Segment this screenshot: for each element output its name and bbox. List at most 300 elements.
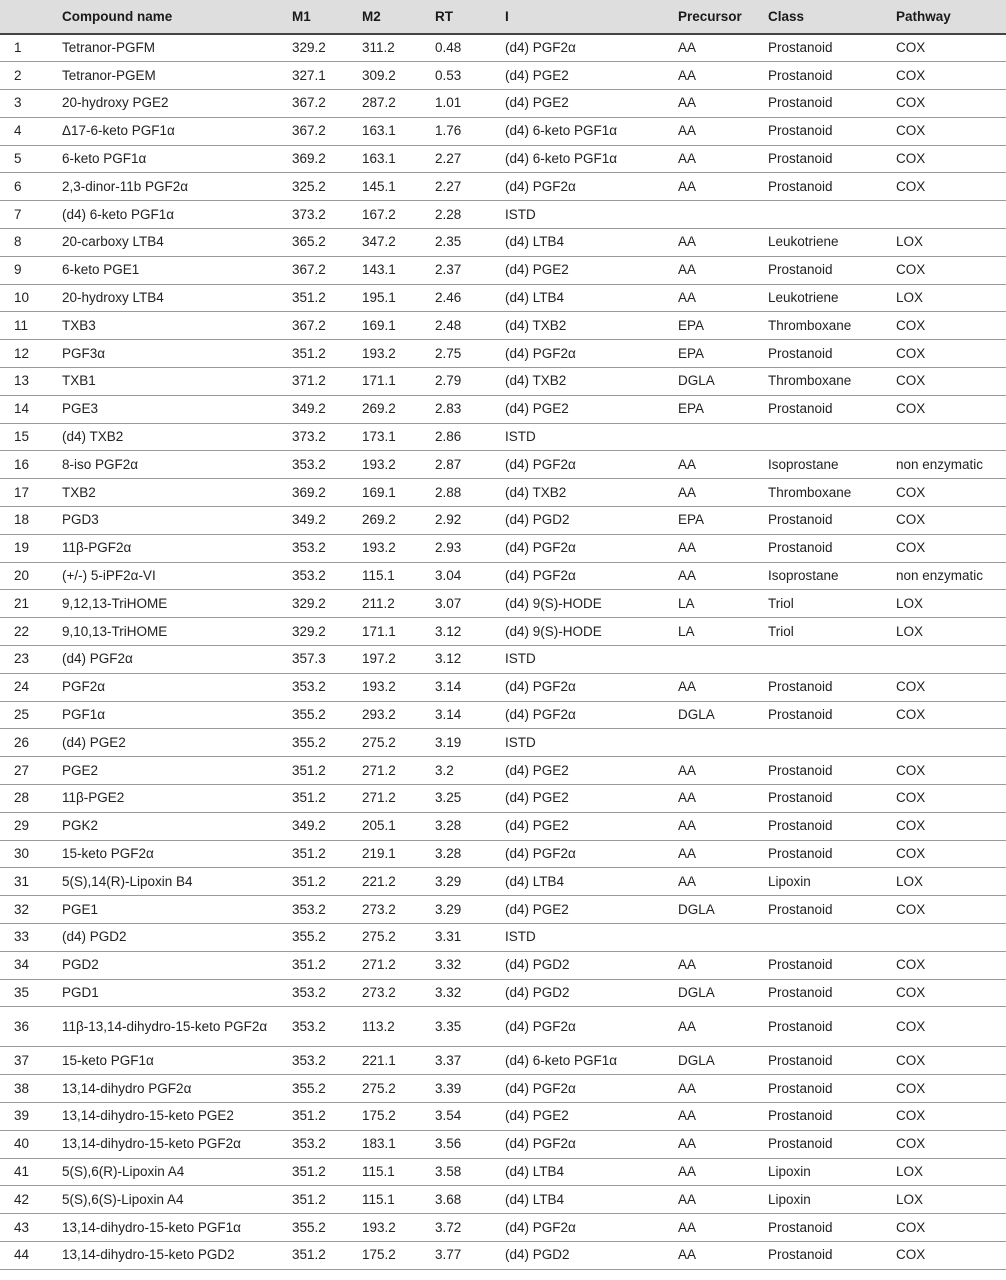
cell-internal-standard: (d4) 9(S)-HODE [505, 590, 678, 618]
cell-m1: 353.2 [292, 1047, 362, 1075]
cell-m1: 355.2 [292, 1075, 362, 1103]
cell-pathway: COX [896, 1102, 1006, 1130]
cell-m2: 205.1 [362, 812, 435, 840]
cell-index: 10 [0, 284, 62, 312]
cell-compound-name: TXB3 [62, 312, 292, 340]
cell-compound-name: PGE2 [62, 757, 292, 785]
cell-precursor: AA [678, 1102, 768, 1130]
table-row [0, 507, 1006, 535]
table-row [0, 868, 1006, 896]
cell-class: Lipoxin [768, 1186, 896, 1214]
cell-precursor [678, 729, 768, 757]
cell-m1: 355.2 [292, 924, 362, 952]
table-row [0, 312, 1006, 340]
cell-precursor: AA [678, 173, 768, 201]
cell-compound-name: PGF1α [62, 701, 292, 729]
cell-internal-standard: (d4) LTB4 [505, 868, 678, 896]
header-m2: M2 [362, 0, 435, 34]
table-row [0, 117, 1006, 145]
cell-compound-name: (d4) PGE2 [62, 729, 292, 757]
cell-m1: 355.2 [292, 701, 362, 729]
cell-index: 7 [0, 201, 62, 229]
table-row [0, 673, 1006, 701]
cell-precursor: DGLA [678, 979, 768, 1007]
cell-m2: 273.2 [362, 896, 435, 924]
cell-compound-name: 13,14-dihydro-15-keto PGF2α [62, 1130, 292, 1158]
cell-rt: 0.53 [435, 62, 505, 90]
cell-precursor: AA [678, 840, 768, 868]
cell-class: Prostanoid [768, 117, 896, 145]
cell-pathway: non enzymatic [896, 451, 1006, 479]
cell-index: 32 [0, 896, 62, 924]
cell-index: 12 [0, 340, 62, 368]
cell-index: 11 [0, 312, 62, 340]
cell-compound-name: PGD3 [62, 507, 292, 535]
cell-index: 22 [0, 618, 62, 646]
cell-precursor: EPA [678, 507, 768, 535]
cell-index: 33 [0, 924, 62, 952]
table-row [0, 1130, 1006, 1158]
cell-internal-standard: (d4) PGD2 [505, 507, 678, 535]
cell-m1: 355.2 [292, 729, 362, 757]
cell-m1: 353.2 [292, 451, 362, 479]
cell-class: Prostanoid [768, 1102, 896, 1130]
table-row [0, 34, 1006, 62]
cell-precursor: AA [678, 1186, 768, 1214]
cell-m1: 355.2 [292, 1214, 362, 1242]
cell-precursor: AA [678, 256, 768, 284]
cell-m2: 193.2 [362, 673, 435, 701]
cell-pathway: COX [896, 395, 1006, 423]
cell-class: Prostanoid [768, 979, 896, 1007]
cell-m1: 327.1 [292, 62, 362, 90]
cell-m1: 351.2 [292, 1186, 362, 1214]
header-rt: RT [435, 0, 505, 34]
cell-internal-standard: (d4) PGF2α [505, 340, 678, 368]
cell-pathway: COX [896, 256, 1006, 284]
cell-precursor [678, 646, 768, 674]
cell-internal-standard: (d4) PGF2α [505, 534, 678, 562]
cell-class: Prostanoid [768, 507, 896, 535]
cell-pathway: LOX [896, 868, 1006, 896]
cell-rt: 3.28 [435, 812, 505, 840]
cell-compound-name: 20-hydroxy PGE2 [62, 90, 292, 118]
cell-compound-name: PGE3 [62, 395, 292, 423]
cell-rt: 3.58 [435, 1158, 505, 1186]
cell-class [768, 646, 896, 674]
cell-precursor: AA [678, 951, 768, 979]
cell-pathway: COX [896, 785, 1006, 813]
cell-rt: 2.83 [435, 395, 505, 423]
table-row [0, 1047, 1006, 1075]
cell-rt: 0.48 [435, 34, 505, 62]
cell-rt: 2.28 [435, 201, 505, 229]
cell-internal-standard: (d4) LTB4 [505, 284, 678, 312]
cell-class: Prostanoid [768, 701, 896, 729]
cell-pathway: COX [896, 507, 1006, 535]
cell-m1: 351.2 [292, 785, 362, 813]
cell-index: 42 [0, 1186, 62, 1214]
cell-class: Prostanoid [768, 951, 896, 979]
cell-compound-name: Tetranor-PGEM [62, 62, 292, 90]
cell-pathway: COX [896, 1007, 1006, 1047]
cell-m2: 193.2 [362, 1214, 435, 1242]
cell-m2: 211.2 [362, 590, 435, 618]
cell-class: Triol [768, 590, 896, 618]
header-index [0, 0, 62, 34]
cell-compound-name: 11β-PGF2α [62, 534, 292, 562]
table-row [0, 534, 1006, 562]
cell-index: 25 [0, 701, 62, 729]
cell-precursor: LA [678, 590, 768, 618]
cell-pathway: non enzymatic [896, 562, 1006, 590]
cell-pathway: COX [896, 812, 1006, 840]
cell-compound-name: 20-carboxy LTB4 [62, 229, 292, 257]
cell-m1: 351.2 [292, 1158, 362, 1186]
cell-precursor [678, 423, 768, 451]
cell-m1: 367.2 [292, 312, 362, 340]
table-row [0, 979, 1006, 1007]
cell-compound-name: TXB1 [62, 368, 292, 396]
header-row [0, 0, 1006, 34]
cell-precursor: LA [678, 618, 768, 646]
cell-pathway: COX [896, 90, 1006, 118]
cell-m1: 351.2 [292, 1241, 362, 1269]
table-row [0, 562, 1006, 590]
cell-class: Lipoxin [768, 1158, 896, 1186]
cell-internal-standard: (d4) PGD2 [505, 979, 678, 1007]
cell-internal-standard: (d4) LTB4 [505, 1186, 678, 1214]
table-row [0, 62, 1006, 90]
cell-class: Prostanoid [768, 1047, 896, 1075]
cell-m1: 351.2 [292, 840, 362, 868]
cell-class: Prostanoid [768, 173, 896, 201]
cell-class: Prostanoid [768, 256, 896, 284]
cell-index: 3 [0, 90, 62, 118]
cell-m2: 169.1 [362, 479, 435, 507]
cell-precursor: AA [678, 1241, 768, 1269]
cell-index: 24 [0, 673, 62, 701]
cell-m2: 275.2 [362, 924, 435, 952]
cell-precursor: AA [678, 284, 768, 312]
cell-m2: 271.2 [362, 757, 435, 785]
cell-rt: 2.27 [435, 173, 505, 201]
cell-precursor: AA [678, 757, 768, 785]
cell-rt: 2.75 [435, 340, 505, 368]
cell-m2: 175.2 [362, 1102, 435, 1130]
cell-m2: 271.2 [362, 785, 435, 813]
cell-class: Prostanoid [768, 673, 896, 701]
cell-rt: 3.14 [435, 673, 505, 701]
header-internal-standard: I [505, 0, 678, 34]
cell-m1: 371.2 [292, 368, 362, 396]
cell-compound-name: PGF3α [62, 340, 292, 368]
cell-internal-standard: (d4) PGF2α [505, 1214, 678, 1242]
cell-rt: 3.31 [435, 924, 505, 952]
cell-pathway: COX [896, 701, 1006, 729]
cell-pathway [896, 646, 1006, 674]
cell-m2: 113.2 [362, 1007, 435, 1047]
cell-compound-name: 5(S),14(R)-Lipoxin B4 [62, 868, 292, 896]
cell-rt: 2.27 [435, 145, 505, 173]
cell-class: Prostanoid [768, 812, 896, 840]
cell-compound-name: Δ17-6-keto PGF1α [62, 117, 292, 145]
cell-m1: 353.2 [292, 896, 362, 924]
cell-m2: 175.2 [362, 1241, 435, 1269]
table-row [0, 201, 1006, 229]
cell-internal-standard: (d4) PGE2 [505, 395, 678, 423]
cell-m2: 275.2 [362, 729, 435, 757]
cell-index: 16 [0, 451, 62, 479]
cell-m2: 115.1 [362, 1186, 435, 1214]
cell-compound-name: 15-keto PGF2α [62, 840, 292, 868]
table-row [0, 812, 1006, 840]
cell-rt: 3.54 [435, 1102, 505, 1130]
cell-m2: 171.1 [362, 368, 435, 396]
cell-pathway: COX [896, 1214, 1006, 1242]
cell-m1: 325.2 [292, 173, 362, 201]
table-row [0, 1214, 1006, 1242]
cell-precursor: DGLA [678, 368, 768, 396]
cell-index: 34 [0, 951, 62, 979]
cell-pathway: LOX [896, 590, 1006, 618]
cell-m2: 269.2 [362, 395, 435, 423]
cell-rt: 3.56 [435, 1130, 505, 1158]
cell-internal-standard: ISTD [505, 924, 678, 952]
cell-precursor: AA [678, 1007, 768, 1047]
cell-pathway [896, 729, 1006, 757]
table-row [0, 1186, 1006, 1214]
cell-m2: 193.2 [362, 340, 435, 368]
cell-m1: 329.2 [292, 34, 362, 62]
cell-m1: 349.2 [292, 812, 362, 840]
cell-compound-name: 11β-PGE2 [62, 785, 292, 813]
cell-pathway: COX [896, 896, 1006, 924]
cell-compound-name: 13,14-dihydro-15-keto PGF1α [62, 1214, 292, 1242]
cell-class: Isoprostane [768, 562, 896, 590]
cell-precursor: AA [678, 868, 768, 896]
table-row [0, 618, 1006, 646]
cell-internal-standard: (d4) PGF2α [505, 451, 678, 479]
cell-precursor: AA [678, 62, 768, 90]
cell-rt: 2.93 [435, 534, 505, 562]
table-row [0, 340, 1006, 368]
cell-rt: 3.12 [435, 646, 505, 674]
cell-m2: 271.2 [362, 951, 435, 979]
cell-pathway: LOX [896, 229, 1006, 257]
cell-m1: 351.2 [292, 868, 362, 896]
cell-m2: 195.1 [362, 284, 435, 312]
cell-precursor: DGLA [678, 896, 768, 924]
cell-m2: 221.2 [362, 868, 435, 896]
cell-precursor: AA [678, 1075, 768, 1103]
cell-precursor [678, 924, 768, 952]
cell-m2: 173.1 [362, 423, 435, 451]
cell-pathway: COX [896, 534, 1006, 562]
cell-compound-name: 13,14-dihydro-15-keto PGD2 [62, 1241, 292, 1269]
cell-pathway: COX [896, 757, 1006, 785]
cell-rt: 3.19 [435, 729, 505, 757]
cell-internal-standard: (d4) PGF2α [505, 1130, 678, 1158]
cell-index: 44 [0, 1241, 62, 1269]
cell-rt: 2.79 [435, 368, 505, 396]
cell-pathway: COX [896, 34, 1006, 62]
header-compound-name: Compound name [62, 0, 292, 34]
cell-rt: 2.46 [435, 284, 505, 312]
header-precursor: Precursor [678, 0, 768, 34]
cell-rt: 3.29 [435, 868, 505, 896]
cell-rt: 3.68 [435, 1186, 505, 1214]
cell-class: Prostanoid [768, 840, 896, 868]
cell-rt: 3.39 [435, 1075, 505, 1103]
cell-rt: 2.37 [435, 256, 505, 284]
cell-pathway: COX [896, 312, 1006, 340]
cell-rt: 3.14 [435, 701, 505, 729]
cell-index: 36 [0, 1007, 62, 1047]
cell-internal-standard: (d4) PGE2 [505, 62, 678, 90]
header-m1: M1 [292, 0, 362, 34]
cell-m1: 349.2 [292, 395, 362, 423]
cell-precursor: EPA [678, 340, 768, 368]
cell-internal-standard: (d4) PGE2 [505, 256, 678, 284]
cell-rt: 1.01 [435, 90, 505, 118]
cell-class: Thromboxane [768, 312, 896, 340]
table-row [0, 395, 1006, 423]
cell-m1: 369.2 [292, 145, 362, 173]
cell-m2: 167.2 [362, 201, 435, 229]
cell-internal-standard: (d4) 6-keto PGF1α [505, 145, 678, 173]
cell-precursor: AA [678, 785, 768, 813]
cell-internal-standard: (d4) TXB2 [505, 368, 678, 396]
cell-compound-name: 11β-13,14-dihydro-15-keto PGF2α [62, 1007, 292, 1047]
cell-m1: 367.2 [292, 90, 362, 118]
cell-rt: 3.2 [435, 757, 505, 785]
cell-internal-standard: ISTD [505, 646, 678, 674]
cell-rt: 3.29 [435, 896, 505, 924]
cell-class: Lipoxin [768, 868, 896, 896]
table-row [0, 1241, 1006, 1269]
table-row [0, 1007, 1006, 1047]
cell-m1: 365.2 [292, 229, 362, 257]
cell-m2: 347.2 [362, 229, 435, 257]
table-row [0, 785, 1006, 813]
cell-index: 35 [0, 979, 62, 1007]
cell-m1: 353.2 [292, 673, 362, 701]
cell-index: 13 [0, 368, 62, 396]
cell-compound-name: PGE1 [62, 896, 292, 924]
cell-rt: 3.77 [435, 1241, 505, 1269]
cell-internal-standard: (d4) LTB4 [505, 1158, 678, 1186]
cell-precursor: AA [678, 451, 768, 479]
cell-internal-standard: (d4) PGF2α [505, 673, 678, 701]
cell-m1: 357.3 [292, 646, 362, 674]
cell-class: Leukotriene [768, 284, 896, 312]
cell-class: Prostanoid [768, 395, 896, 423]
cell-compound-name: Tetranor-PGFM [62, 34, 292, 62]
cell-m2: 311.2 [362, 34, 435, 62]
table-row [0, 229, 1006, 257]
cell-compound-name: 20-hydroxy LTB4 [62, 284, 292, 312]
cell-rt: 2.87 [435, 451, 505, 479]
cell-pathway [896, 924, 1006, 952]
cell-m2: 193.2 [362, 534, 435, 562]
cell-m2: 193.2 [362, 451, 435, 479]
cell-class: Prostanoid [768, 1214, 896, 1242]
cell-index: 30 [0, 840, 62, 868]
cell-internal-standard: (d4) PGE2 [505, 1102, 678, 1130]
cell-compound-name: 6-keto PGF1α [62, 145, 292, 173]
cell-compound-name: (d4) PGF2α [62, 646, 292, 674]
cell-internal-standard: (d4) LTB4 [505, 229, 678, 257]
cell-compound-name: (d4) 6-keto PGF1α [62, 201, 292, 229]
table-row [0, 451, 1006, 479]
cell-m2: 269.2 [362, 507, 435, 535]
cell-internal-standard: (d4) PGF2α [505, 562, 678, 590]
cell-m2: 171.1 [362, 618, 435, 646]
cell-class: Prostanoid [768, 534, 896, 562]
cell-rt: 3.25 [435, 785, 505, 813]
cell-internal-standard: (d4) PGE2 [505, 785, 678, 813]
cell-rt: 3.04 [435, 562, 505, 590]
cell-precursor: AA [678, 1130, 768, 1158]
cell-m1: 351.2 [292, 757, 362, 785]
cell-pathway: COX [896, 673, 1006, 701]
cell-internal-standard: (d4) PGE2 [505, 812, 678, 840]
cell-index: 5 [0, 145, 62, 173]
cell-rt: 1.76 [435, 117, 505, 145]
table-row [0, 1158, 1006, 1186]
cell-internal-standard: (d4) PGF2α [505, 1075, 678, 1103]
cell-precursor: AA [678, 479, 768, 507]
cell-precursor: AA [678, 1158, 768, 1186]
cell-m2: 163.1 [362, 117, 435, 145]
cell-precursor: AA [678, 812, 768, 840]
cell-m1: 329.2 [292, 590, 362, 618]
table-row [0, 423, 1006, 451]
cell-compound-name: 13,14-dihydro-15-keto PGE2 [62, 1102, 292, 1130]
cell-m1: 373.2 [292, 201, 362, 229]
cell-index: 21 [0, 590, 62, 618]
cell-m1: 351.2 [292, 951, 362, 979]
cell-class: Prostanoid [768, 757, 896, 785]
cell-precursor: EPA [678, 395, 768, 423]
header-pathway: Pathway [896, 0, 1006, 34]
cell-class: Prostanoid [768, 1007, 896, 1047]
cell-pathway: COX [896, 1075, 1006, 1103]
table-row [0, 896, 1006, 924]
cell-pathway: COX [896, 1130, 1006, 1158]
cell-class: Prostanoid [768, 34, 896, 62]
cell-compound-name: 2,3-dinor-11b PGF2α [62, 173, 292, 201]
table-body [0, 34, 1006, 1269]
cell-class: Prostanoid [768, 785, 896, 813]
cell-pathway: COX [896, 979, 1006, 1007]
cell-m1: 369.2 [292, 479, 362, 507]
cell-rt: 3.32 [435, 979, 505, 1007]
cell-pathway [896, 201, 1006, 229]
cell-index: 1 [0, 34, 62, 62]
cell-pathway [896, 423, 1006, 451]
cell-precursor: DGLA [678, 701, 768, 729]
cell-class: Thromboxane [768, 368, 896, 396]
table-row [0, 479, 1006, 507]
cell-compound-name: PGF2α [62, 673, 292, 701]
cell-pathway: COX [896, 173, 1006, 201]
cell-internal-standard: (d4) TXB2 [505, 479, 678, 507]
cell-index: 17 [0, 479, 62, 507]
cell-class: Prostanoid [768, 1241, 896, 1269]
cell-m2: 221.1 [362, 1047, 435, 1075]
